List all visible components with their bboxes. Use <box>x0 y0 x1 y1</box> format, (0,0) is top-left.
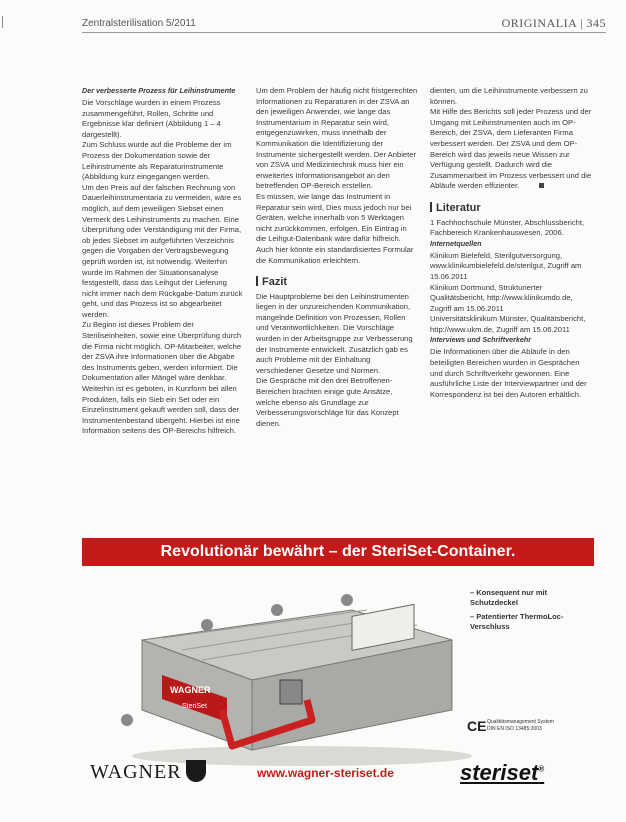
subheading: Internetquellen <box>430 238 482 248</box>
shield-icon <box>186 760 206 782</box>
paragraph: Es müssen, wie lange das Instrument in Reparatur sein wird, Dies muss jedoch nur bei Geräten, welche innerhalb von 5 Werktagen nicht zurückkommen, erfolgen. Ein Eintrag in die Leihgut-Datenbank wäre dafür hilfreich. Auch hier könnte ein standardisiertes Formular die Kommunikation erleichtern. <box>256 191 414 265</box>
paragraph: Weiterhin ist es geboten, in Kurzform bei allen Produkten, falls ein Sieb ein Set oder ein Einzelinstrument gekauft werden soll, dass der Instrumentenbestand übergeht. Hierbei ist eine Information seitens des OP-Bereichs hilfreich. <box>82 384 240 436</box>
paragraph: Die Vorschläge wurden in einem Prozess zusammengeführt, Rollen, Schritte und Ergebnisse klar definiert (Abbildung 1 – 4 dargestellt). <box>82 98 221 139</box>
registered-mark: ® <box>538 764 545 774</box>
paragraph: Universitätsklinikum Münster, Qualitätsbericht, http://www.ukm.de, Zugriff am 15.06.2011 <box>430 314 586 334</box>
paragraph: Die Informationen über die Abläufe in den beteiligten Bereichen wurden in Gesprächen und durch Schriftverkehr gewonnen. Eine ausführliche Liste der Interviewpartner und der Korrespondenz ist bei den Autoren erhältlich. <box>430 347 587 399</box>
paragraph: Zu Beginn ist dieses Problem der Steriliseinheiten, sowie eine Überprüfung durch die Firma nicht möglich. OP-Mitarbeiter, welche der ZSVA ihre Informationen über die Abgabe des Instruments geben, werden informiert. Die Dokumentation aller Mängel wäre denkbar. <box>82 320 242 383</box>
subheading: Der verbesserte Prozess für Leihinstrumente <box>82 86 236 95</box>
quality-text-1: Qualitätsmanagement System <box>487 719 554 725</box>
figure-4 <box>121 714 133 726</box>
header-rule <box>82 32 606 33</box>
wagner-logo-text: WAGNER <box>90 761 182 783</box>
quality-text-2: DIN EN ISO 13485:2003 <box>487 726 542 732</box>
section-heading <box>256 276 418 288</box>
paragraph: 1 Fachhochschule Münster, Abschlussbericht, Fachbereich Krankenhauswesen, 2006. <box>430 217 585 238</box>
paragraph: Mit Hilfe des Berichts soll jeder Prozess und der Umgang mit Leihinstrumenten auch im OP-Bereich, der ZSVA, dem Lieferanten Firma verbessert werden. Der ZSVA und dem OP-Bereich wird das jeweils neue Wissen zur Verfügung gestellt. Dadurch wird die Zusammenarbeit im Prozess verbessert und die Abläufe werden effizienter. <box>430 107 592 191</box>
edge-mark <box>2 16 3 28</box>
ad-bullet-list <box>470 588 594 636</box>
end-mark <box>539 183 544 188</box>
text-column-1 <box>82 86 244 437</box>
section-bar <box>256 276 258 286</box>
steriset-logo-text: steriset <box>460 760 539 785</box>
ad-banner: Revolutionär bewährt – der SteriSet-Container. <box>82 538 594 566</box>
section-heading-text: Literatur <box>436 201 481 214</box>
wagner-logo <box>90 760 206 784</box>
paragraph: Zum Schluss wurde auf die Probleme der im Prozess der Dokumentation sowie der Leihinstrumente als Reparaturinstrumente (Abbildung kurz eingegangen werden. <box>82 140 232 182</box>
ce-mark: CE <box>467 718 487 734</box>
subheading: Interviews und Schriftverkehr <box>430 335 532 345</box>
text-column-2 <box>256 86 418 429</box>
section-heading-text: Fazit <box>262 276 288 289</box>
section-bar <box>430 202 432 212</box>
ad-bullet-1: – Konsequent nur mit Schutzdeckel <box>470 588 548 607</box>
figure-3 <box>341 594 353 606</box>
container-label-product: SteriSet <box>182 703 207 710</box>
paragraph: Um den Preis auf der falschen Rechnung von Dauerleihinstrumentaria zu vermeiden, wäre es möglich, auf dem jeweiligen Siebset einen Vermerk des Leihinstruments zu machen. Eine Überprüfung oder Verständigung mit der Firma, ob jedes Siebset im aufgeführten Verzeichnis gegen die Vorgaben der Vertragsbewegung geprüft worden ist, ist notwendig. Weiterhin wurde im Rahmen der Situationsanalyse festgestellt, dass das Leihgut der Lieferung nicht immer nach dem Rückgabe-Datum zurück geht, und das Prozess ist so abgearbeitet werden. <box>82 182 243 319</box>
ad-website-link[interactable]: www.wagner-steriset.de <box>257 766 394 780</box>
container-label-brand: WAGNER <box>170 685 211 695</box>
section-heading <box>430 202 594 214</box>
text-column-3 <box>430 86 594 400</box>
quality-badge <box>467 716 594 738</box>
figure-2 <box>271 604 283 616</box>
paragraph: Um dem Problem der häufig nicht fristgerechten Informationen zu Reparaturen in der ZSVA an den jeweiligen Anwender, wie lange das Instrumentarium in Reparatur sein wird, entgegenzuwirken, muss innerhalb der Kommunikation die Identifizierung der Instrumente sichergestellt werden. Der Anbieter von ZSVA und Medizintechnik muss hier ein erweitertes Informationsangebot an den betreffenden OP-Bereich erstellen. <box>256 86 418 191</box>
paragraph: Klinikum Bielefeld, Sterilgutversorgung, www.klinikumbielefeld.de/sterilgut, Zugriff am 15.06.2011 <box>430 250 582 281</box>
advertisement <box>82 528 594 798</box>
paragraph: Klinikum Dortmund, Strukturierter Qualitätsbericht, http://www.klinikumdo.de, Zugriff am 15.06.2011 <box>430 282 573 313</box>
lock-mechanism <box>280 680 302 704</box>
journal-issue: Zentralsterilisation 5/2011 <box>82 18 196 29</box>
paragraph: dienten, um die Leihinstrumente verbessern zu können. <box>430 86 588 106</box>
paragraph: Die Hauptprobleme bei den Leihinstrumenten liegen in der unzureichenden Kommunikation, mangelnde Definition von Prozessen, Rollen und Verantwortlichkeiten. Die Vorschläge wurden in der Arbeitsgruppe zur Verbesserung der Instrumente entwickelt. Zusätzlich gab es auch Probleme mit der Einhaltung verschiedener Gesetze und Normen. <box>256 291 413 375</box>
ad-bullet-2: – Patentierter ThermoLoc-Verschluss <box>470 612 564 631</box>
container-illustration <box>102 570 482 770</box>
section-page-number: ORIGINALIA | 345 <box>501 16 606 30</box>
steriset-logo <box>460 760 544 786</box>
figure-1 <box>201 619 213 631</box>
paragraph: Die Gespräche mit den drei Betroffenen-Bereichen brachten einige gute Ansätze, welche ebenso als Grundlage zur Verbesserungsvorschläge für das Konzept dienen. <box>256 376 399 428</box>
